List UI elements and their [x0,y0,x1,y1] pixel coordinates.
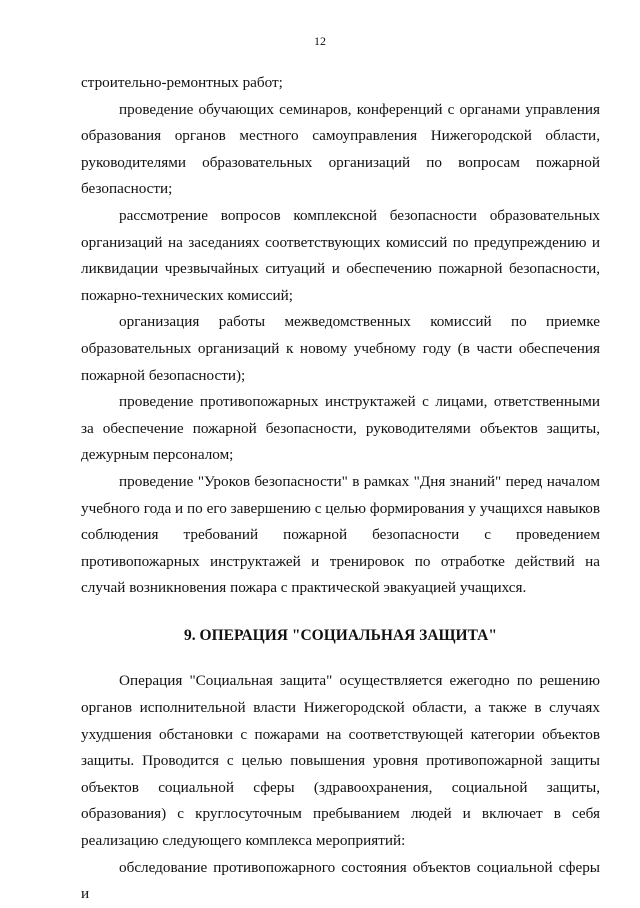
paragraph: организация работы межведомственных комиссий по приемке образовательных организаций к новому учебному году (в части обеспечения пожарной безопасности); [81,313,600,384]
paragraph: проведение "Уроков безопасности" в рамках "Дня знаний" перед началом учебного года и по его завершению с целью формирования у учащихся навыков соблюдения требований пожарной безопасности с проведением противопожарных инструктажей и тренировок по отработке действий на случай возникновения пожара с практической эвакуацией учащихся. [81,472,600,597]
paragraph: проведение обучающих семинаров, конференций с органами управления образования органов местного самоуправления Нижегородской области, руководителями образовательных организаций по вопросам пожарной безопасности; [81,100,600,198]
page-number: 12 [314,34,326,48]
paragraph: обследование противопожарного состояния объектов социальной сферы и [81,858,600,903]
paragraph: Операция "Социальная защита" осуществляется ежегодно по решению органов исполнительной власти Нижегородской области, а также в случаях ухудшения обстановки с пожарами на соответствующей категории объектов защиты. Проводится с целью повышения уровня противопожарной защиты объектов социальной сферы (здравоохранения, социальной защиты, образования) с круглосуточным пребыванием людей и включает в себя реализацию следующего комплекса мероприятий: [81,672,600,850]
section-heading: 9. ОПЕРАЦИЯ "СОЦИАЛЬНАЯ ЗАЩИТА" [184,626,497,644]
paragraph: проведение противопожарных инструктажей с лицами, ответственными за обеспечение пожарной безопасности, руководителями объектов защиты, дежурным персоналом; [81,393,600,464]
paragraph: строительно-ремонтных работ; [81,74,283,91]
document-body [81,70,600,908]
paragraph: рассмотрение вопросов комплексной безопасности образовательных организаций на заседаниях соответствующих комиссий по предупреждению и ликвидации чрезвычайных ситуаций и обеспечению пожарной безопасности, пожарно-технических комиссий; [81,206,600,304]
